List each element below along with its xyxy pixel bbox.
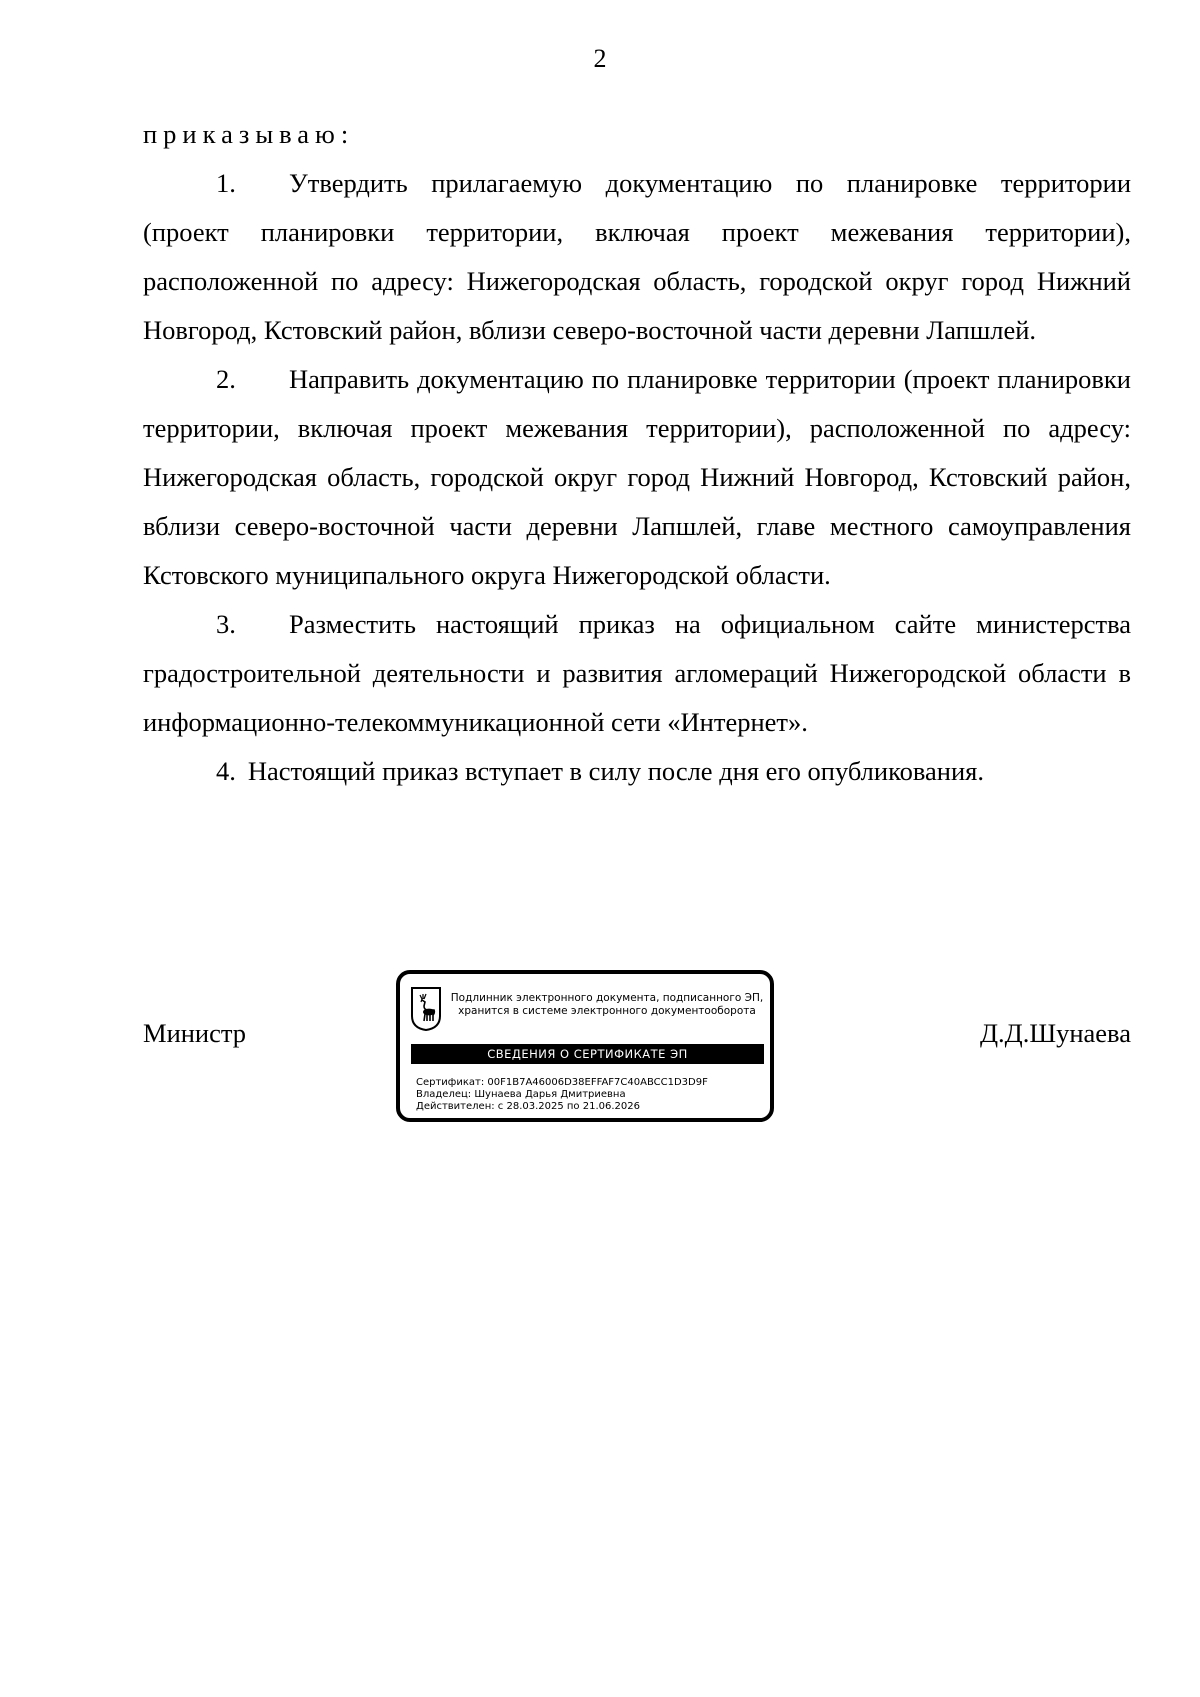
- item-text: Утвердить прилагаемую документацию по планировке территории (проект планировки территории, включая проект межевания территории), расположенной по адресу: Нижегородская область, городской округ город Нижний Новгород, Кстовский район, вблизи северо-восточной части деревни Лапшлей.: [143, 168, 1131, 345]
- order-item-2: [143, 355, 1131, 600]
- certificate-number: Сертификат: 00F1B7A46006D38EFFAF7C40ABCC1D3D9F: [416, 1077, 708, 1088]
- order-item-3: [143, 600, 1131, 747]
- signatory-name: Д.Д.Шунаева: [979, 1018, 1131, 1048]
- certificate-validity: Действителен: с 28.03.2025 по 21.06.2026: [416, 1101, 640, 1112]
- stamp-header-line: хранится в системе электронного документооборота: [458, 1005, 756, 1017]
- stamp-header: [448, 992, 766, 1018]
- order-item-4: [143, 747, 1131, 796]
- signatory-title: Министр: [143, 1018, 247, 1048]
- item-text: Разместить настоящий приказ на официальном сайте министерства градостроительной деятельности и развития агломераций Нижегородской области в информационно-телекоммуникационной сети «Интернет».: [143, 609, 1131, 737]
- item-number: 2.: [216, 364, 236, 394]
- page-number: 2: [593, 44, 607, 73]
- item-number: 4.: [216, 756, 236, 786]
- item-text: Направить документацию по планировке территории (проект планировки территории, включая проект межевания территории), расположенной по адресу: Нижегородская область, городской округ город Нижний Новгород, Кстовский район, вблизи северо-восточной части деревни Лапшлей, главе местного самоуправления Кстовского муниципального округа Нижегородской области.: [143, 364, 1131, 590]
- signature-block: [143, 970, 1131, 1140]
- order-intro: приказываю:: [143, 119, 355, 149]
- stamp-certificate-bar: СВЕДЕНИЯ О СЕРТИФИКАТЕ ЭП: [411, 1044, 764, 1064]
- deer-emblem-icon: [410, 986, 442, 1032]
- item-text: Настоящий приказ вступает в силу после дня его опубликования.: [247, 756, 984, 786]
- certificate-owner: Владелец: Шунаева Дарья Дмитриевна: [416, 1089, 626, 1100]
- order-item-1: [143, 159, 1131, 355]
- stamp-header-line: Подлинник электронного документа, подписанного ЭП,: [450, 992, 764, 1004]
- stamp-certificate-details: [416, 1077, 708, 1113]
- item-number: 3.: [216, 609, 236, 639]
- item-number: 1.: [216, 168, 236, 198]
- electronic-signature-stamp: [396, 970, 774, 1122]
- document-body: [143, 110, 1131, 796]
